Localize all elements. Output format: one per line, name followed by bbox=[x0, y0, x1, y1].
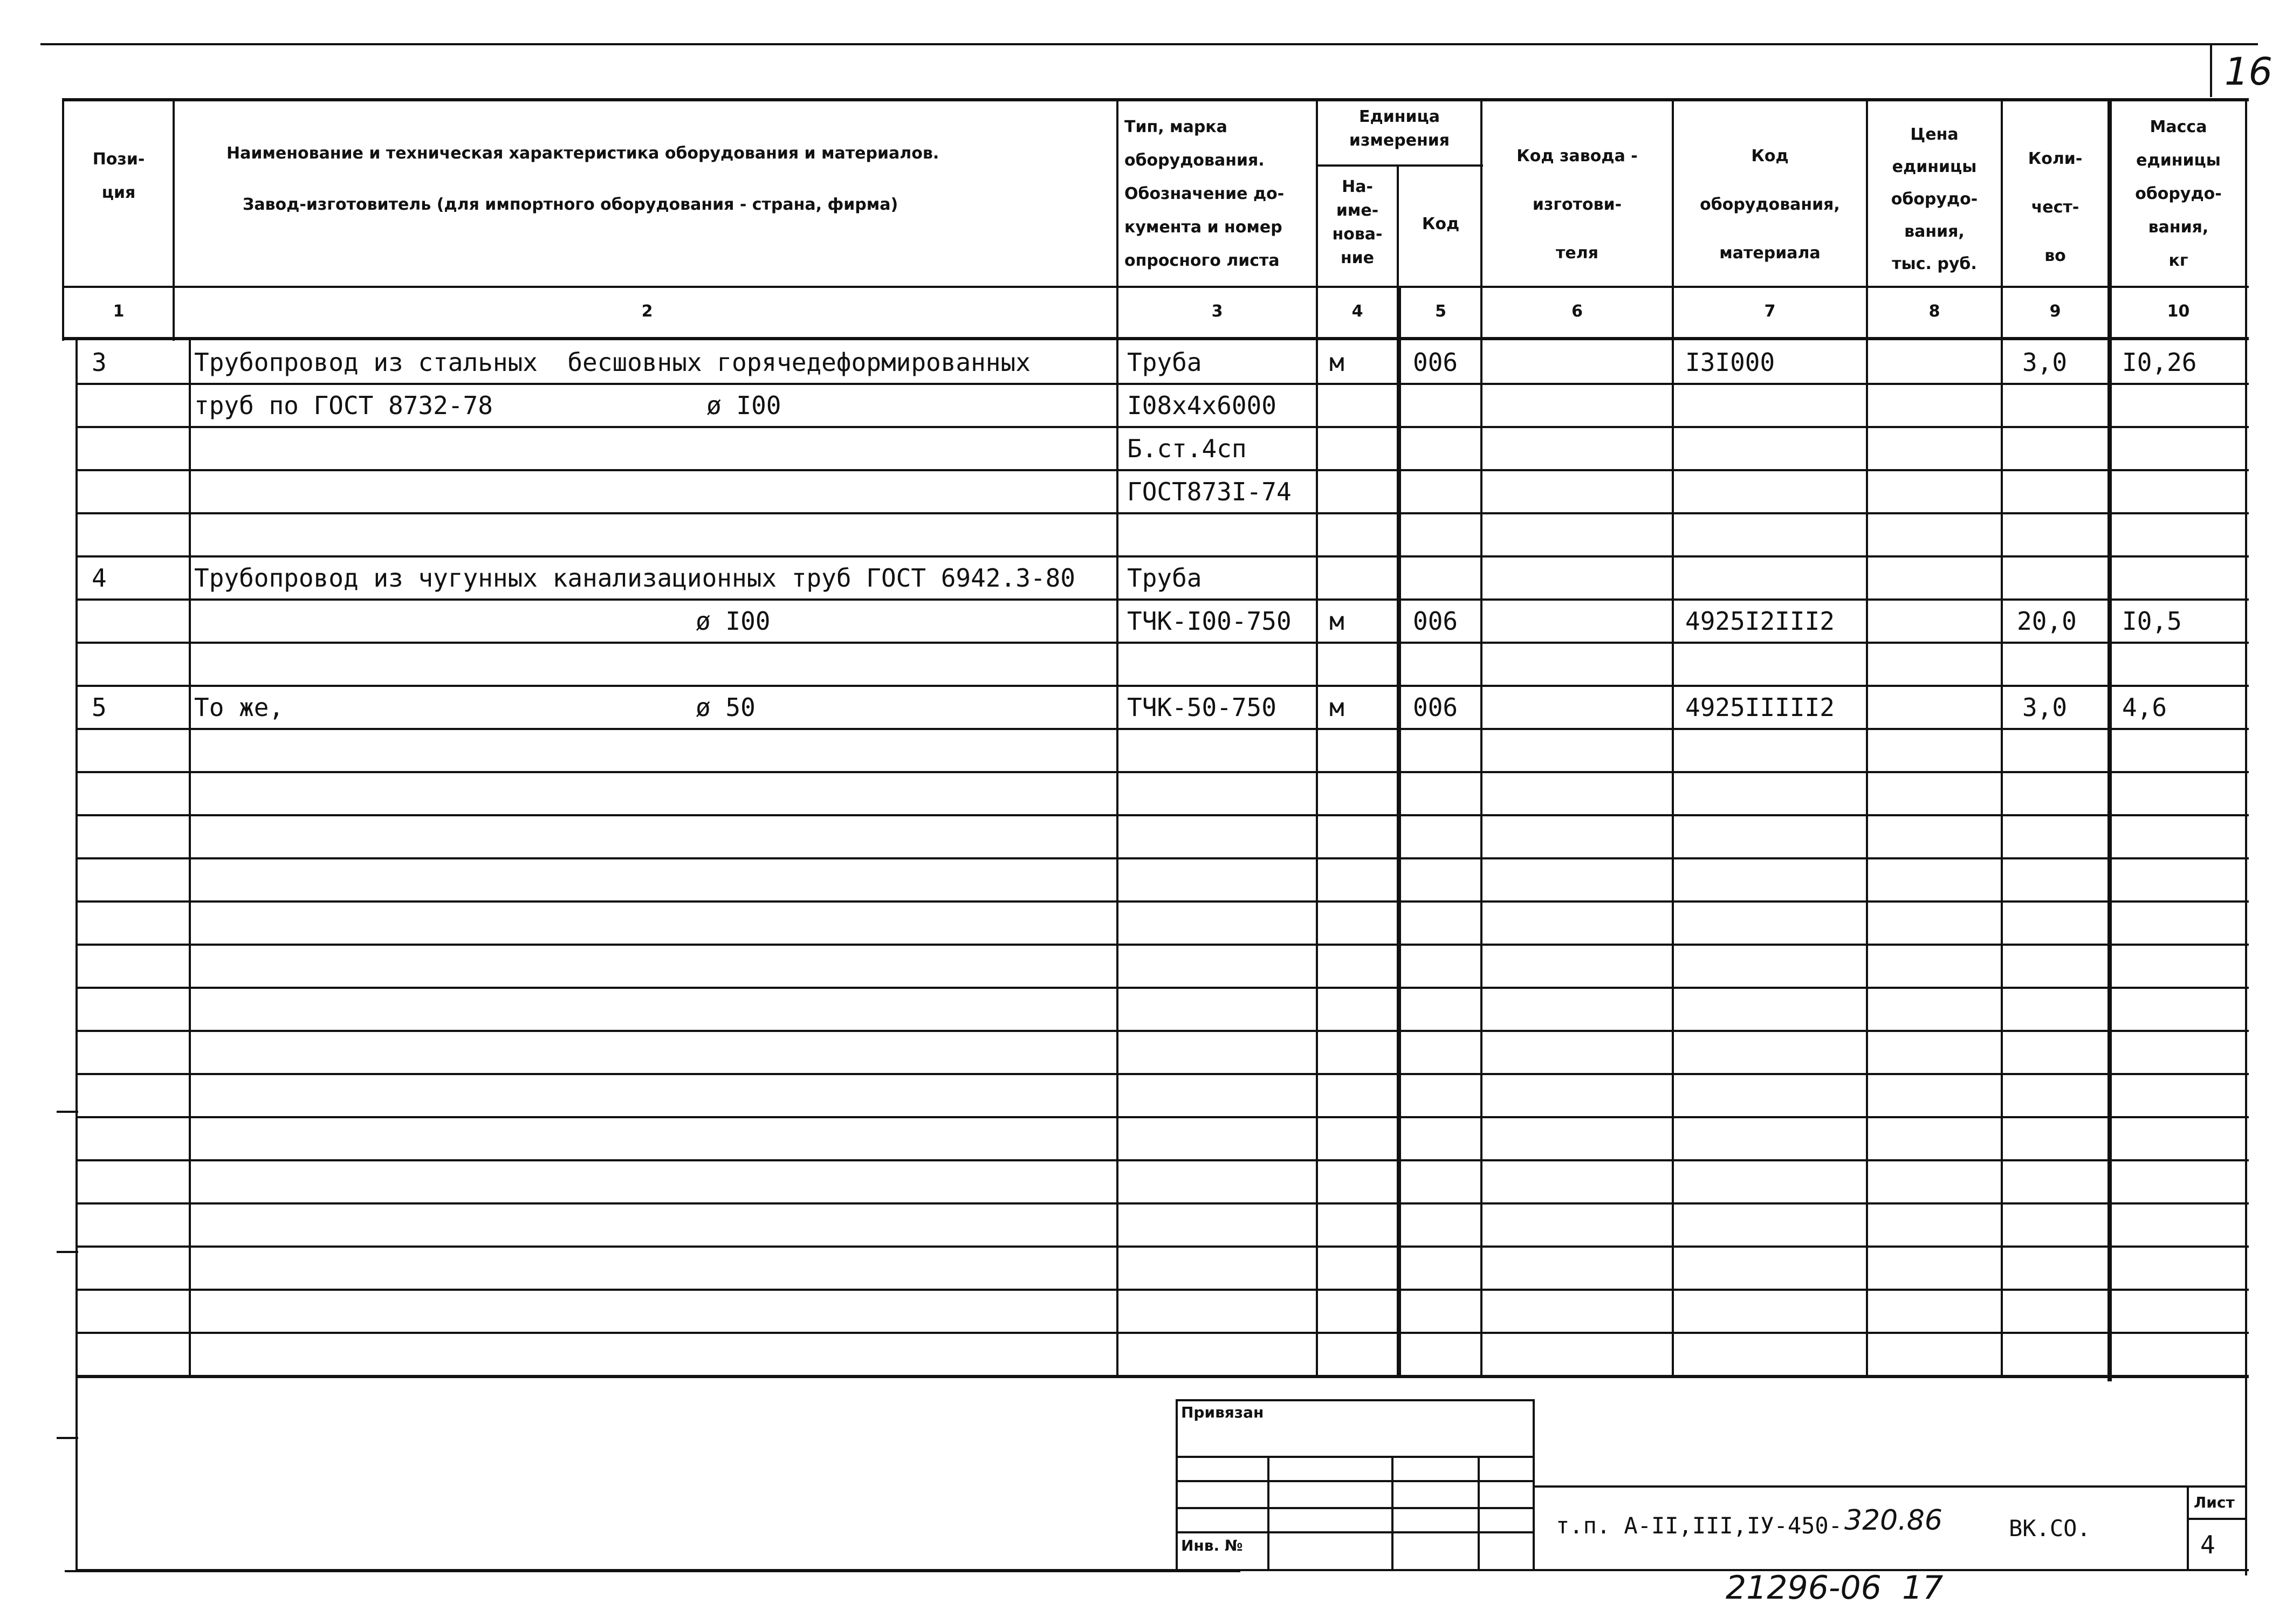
cell-type: Труба bbox=[1127, 348, 1202, 377]
colnum-8: 8 bbox=[1928, 302, 1940, 321]
cell-unit-code: 006 bbox=[1413, 607, 1458, 636]
cell-name: труб по ГОСТ 8732-78 bbox=[194, 391, 493, 420]
cell-equipment-code: 4925I2III2 bbox=[1685, 607, 1835, 636]
cell-type: Б.ст.4сп bbox=[1127, 434, 1247, 463]
cell-name: То же, bbox=[194, 693, 284, 722]
cell-name: Трубопровод из стальных бесшовных горячедеформированных bbox=[194, 348, 1031, 377]
cell-quantity: 3,0 bbox=[2022, 693, 2068, 722]
colnum-5: 5 bbox=[1435, 302, 1446, 321]
cell-position: 5 bbox=[92, 693, 107, 722]
header-unit-code: Код bbox=[1422, 215, 1460, 233]
cell-quantity: 3,0 bbox=[2022, 348, 2068, 377]
cell-unit-code: 006 bbox=[1413, 348, 1458, 377]
inventory-label: Инв. № bbox=[1181, 1537, 1243, 1554]
header-position: Пози- ция bbox=[92, 150, 145, 202]
sheet-number: 4 bbox=[2200, 1530, 2215, 1559]
cell-name: Трубопровод из чугунных канализационных труб ГОСТ 6942.3-80 bbox=[194, 563, 1075, 593]
bottom-handwritten-number: 21296-06 17 bbox=[1726, 1569, 1944, 1607]
cell-position: 3 bbox=[92, 348, 107, 377]
header-equipment-code: Код оборудования, материала bbox=[1700, 147, 1840, 263]
cell-diameter: ø I00 bbox=[706, 391, 781, 420]
cell-mass: 4,6 bbox=[2122, 693, 2167, 722]
cell-diameter: ø 50 bbox=[696, 693, 756, 722]
document-code-handwritten: 320.86 bbox=[1844, 1504, 1942, 1537]
header-name-line2: Завод-изготовитель (для импортного оборудования - страна, фирма) bbox=[243, 195, 898, 214]
cell-mass: I0,5 bbox=[2122, 607, 2182, 636]
cell-diameter: ø I00 bbox=[696, 607, 771, 636]
cell-type: I08x4x6000 bbox=[1127, 391, 1276, 420]
header-quantity: Коли- чест- во bbox=[2028, 149, 2083, 265]
colnum-1: 1 bbox=[113, 302, 125, 321]
colnum-3: 3 bbox=[1211, 302, 1223, 321]
colnum-10: 10 bbox=[2167, 302, 2190, 321]
page-number: 16 bbox=[2225, 50, 2273, 94]
cell-unit: м bbox=[1329, 607, 1344, 636]
cell-type: ТЧК-I00-750 bbox=[1127, 607, 1292, 636]
cell-type: ТЧК-50-750 bbox=[1127, 693, 1276, 722]
cell-unit: м bbox=[1329, 348, 1344, 377]
colnum-7: 7 bbox=[1764, 302, 1776, 321]
colnum-2: 2 bbox=[641, 302, 653, 321]
cell-unit-code: 006 bbox=[1413, 693, 1458, 722]
colnum-4: 4 bbox=[1351, 302, 1363, 321]
sheet-label: Лист bbox=[2194, 1494, 2235, 1511]
section-code: ВК.СО. bbox=[2009, 1515, 2091, 1542]
cell-unit: м bbox=[1329, 693, 1344, 722]
colnum-6: 6 bbox=[1571, 302, 1583, 321]
header-price: Цена единицы оборудо- вания, тыс. руб. bbox=[1891, 125, 1978, 273]
cell-equipment-code: I3I000 bbox=[1685, 348, 1775, 377]
bound-label: Привязан bbox=[1181, 1403, 1264, 1421]
header-unit-group: Единица измерения bbox=[1349, 107, 1450, 150]
cell-position: 4 bbox=[92, 563, 107, 593]
document-code: т.п. А-II,III,IУ-450- bbox=[1556, 1512, 1843, 1539]
cell-equipment-code: 4925IIIII2 bbox=[1685, 693, 1835, 722]
cell-mass: I0,26 bbox=[2122, 348, 2197, 377]
header-name-line1: Наименование и техническая характеристика оборудования и материалов. bbox=[226, 144, 939, 163]
cell-type: ГОСТ873I-74 bbox=[1127, 477, 1292, 506]
header-type: Тип, марка оборудования. Обозначение до- кумента и номер опросного листа bbox=[1124, 118, 1285, 270]
header-unit-name: На- име- нова- ние bbox=[1332, 177, 1383, 267]
cell-type: Труба bbox=[1127, 563, 1202, 593]
colnum-9: 9 bbox=[2049, 302, 2061, 321]
header-mass: Масса единицы оборудо- вания, кг bbox=[2135, 118, 2222, 270]
cell-quantity: 20,0 bbox=[2017, 607, 2077, 636]
header-factory-code: Код завода - изготови- теля bbox=[1516, 147, 1638, 263]
